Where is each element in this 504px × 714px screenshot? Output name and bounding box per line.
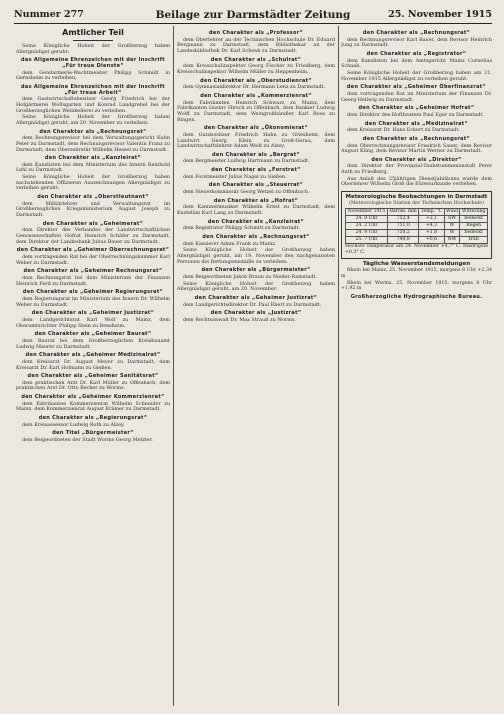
block-text: Seine Königliche Hoheit der Großherzog haben nachstehenden Offizieren Auszeichnungen Allergnädigst zu verleihen geruht: — [16, 174, 170, 192]
block-heading: den Charakter als „Geheimer Oberrechnungsrat“ — [16, 247, 170, 254]
block-heading: den Charakter als „Geheimer Sanitätsrat“ — [27, 373, 159, 380]
weather-cell: +0,6 — [419, 237, 444, 244]
weather-row — [346, 230, 488, 237]
block-heading: den Charakter als „Bergrat“ — [212, 151, 300, 158]
block-text: dem Regierungsrat im Ministerium des Innern Dr. Wilhelm Weber zu Darmstadt. — [16, 295, 170, 308]
block-heading: den Charakter als „Professor“ — [208, 30, 304, 36]
block-text: dem Rechtsanwalt Dr. Max Strauß zu Worms. — [183, 316, 296, 323]
column-2-blocks — [177, 31, 335, 324]
block-text: dem vortragenden Rat im Ministerium der Finanzen Dr. Georg Hellwig zu Darmstadt. — [341, 90, 492, 103]
block-text: dem Oberlehrer an der Technischen Hochschule Dr. Eduard Bergmann zu Darmstadt, dem Bibliothekar an der Landesbibliothek Dr. Karl Schenk zu Darmstadt. — [177, 36, 335, 54]
block-text: Seine Königliche Hoheit der Großherzog haben am 21. November 1915 Allergnädigst zu verleihen geruht: — [341, 69, 492, 82]
weather-box — [341, 191, 492, 258]
weather-table-body — [346, 216, 488, 244]
block-heading: den Charakter als „Oberstudienrat“ — [200, 77, 312, 84]
block-text: dem Landgerichtsrat Karl Wolf zu Mainz, dem Oberamtsrichter Philipp Stein zu Bensheim. — [16, 316, 170, 329]
block-text: dem Direktor des Hoftheaters Paul Eger zu Darmstadt. — [347, 111, 484, 118]
block-heading: den Charakter als „Geheimer Hofrat“ — [358, 105, 475, 112]
weather-title: Meteorologische Beobachtungen in Darmstadt — [345, 194, 488, 201]
block-text: dem Fabrikanten Kommerzienrat Wilhelm Schneider zu Mainz, dem Kommerzienrat August Krämer zu Darmstadt. — [16, 400, 170, 413]
block-text: dem Gutsbesitzer Friedrich Hahn zu Griesheim, dem Landwirt Georg Klein zu Groß-Gerau, dem Landwirtschaftslehrer Adam Weiß zu Alzey. — [177, 131, 335, 150]
block-text: dem Registrator Philipp Schmitt zu Darmstadt. — [183, 225, 301, 232]
weather-cell: 752,4 — [388, 216, 419, 223]
block-heading: den Charakter als „Rechnungsrat“ — [362, 30, 471, 36]
weather-cell: +1,8 — [419, 230, 444, 237]
block-text: dem Kreisarzt Dr. August Meyer zu Darmstadt, dem Kreisarzt Dr. Karl Hofmann zu Gießen. — [16, 358, 170, 371]
block-heading: den Charakter als „Direktor“ — [371, 156, 462, 163]
block-heading: den Charakter als „Geheimerat“ — [42, 220, 144, 227]
block-heading: den Charakter als „Ökonomierat“ — [203, 125, 309, 132]
block-text: dem Landgerichtsdirektor Dr. Paul Ebert zu Darmstadt. — [183, 301, 322, 308]
block-heading: den Charakter als „Kanzleirat“ — [44, 155, 142, 162]
column-2 — [177, 28, 335, 702]
water-level-row: Rhein bei Mainz, 25. November 1915, morgens 8 Uhr +2,34 m — [341, 268, 492, 279]
block-heading: den Charakter als „Geheimer Medizinalrat“ — [25, 352, 161, 359]
block-text: dem Gastwirtschaftsbesitzer Georg Friedrich bei der Hofgärtnerei Wolfsgarten und Konrad Landgrebel bei der Großherzoglichen Weinkellerei zu verleihen. — [16, 96, 170, 114]
block-text: dem Oberrechnungsrevisor Friedrich Sauer, dem Revisor August Kling, dem Revisor Martin Werner zu Darmstadt. — [341, 142, 492, 155]
weather-row — [346, 216, 488, 223]
column-3 — [341, 28, 492, 702]
block-text: Seine Königliche Hoheit der Großherzog haben Allergnädigst geruht, am 20. November: — [177, 280, 335, 293]
block-heading: den Charakter als „Bürgermeister“ — [201, 267, 311, 274]
weather-header-cell: Witterung — [460, 209, 488, 216]
weather-note: Höchste Temperatur am 24. November +4,7° C. Niedrigste +0,3° C. — [345, 244, 488, 255]
block-text: dem Baurat bei dem Großherzoglichen Kreisbauamt Ludwig Maurer zu Darmstadt. — [16, 337, 170, 350]
block-heading: den Charakter als „Geheimer Oberfinanzrat“ — [346, 84, 487, 91]
block-heading: den Charakter als „Kommerzienrat“ — [200, 92, 312, 99]
weather-cell: SW — [444, 216, 460, 223]
block-text: dem Rechnungsrevisor Karl Bauer, dem Revisor Heinrich Jung zu Darmstadt. — [341, 36, 492, 49]
block-text: dem Rechnungsrevisor bei dem Verwaltungsgericht Kuhn Peter zu Darmstadt, dem Rechnungsrevisor Valentin Franz zu Darmstadt, dem Obersekretär Wilhelm Hessel zu Darmstadt. — [16, 135, 170, 153]
block-text: dem Beigeordneten der Stadt Worms Georg Metzler. — [22, 437, 153, 444]
water-footer: Großherzogliche Hydrographische Bureau. — [350, 293, 483, 300]
weather-cell: trüb — [460, 237, 488, 244]
block-text: Seine Königliche Hoheit der Großherzog haben Allergnädigst geruht, am 20. November zu verleihen: — [16, 114, 170, 126]
water-rows — [341, 268, 492, 292]
weather-subtitle: (Meteorologische Station der Technischen Hochschule) — [348, 200, 485, 206]
section-title: Amtlicher Teil — [62, 28, 124, 37]
weather-cell: 751,0 — [388, 223, 419, 230]
weather-cell: bedeckt — [460, 230, 488, 237]
block-heading: den Charakter als „Schulrat“ — [210, 56, 302, 63]
weather-cell: 25. 7 Uhr — [346, 237, 388, 244]
column-divider — [338, 26, 339, 706]
block-text: dem Forstmeister Julius Nagel zu Gießen. — [183, 173, 287, 180]
masthead — [14, 9, 492, 24]
weather-row — [346, 237, 488, 244]
weather-cell: Regen — [460, 223, 488, 230]
block-text: dem Gymnasialdirektor Dr. Hermann Lenz zu Darmstadt. — [183, 84, 326, 91]
block-heading: den Charakter als „Regierungsrat“ — [38, 415, 148, 422]
issue-number: Nummer 277 — [14, 9, 84, 20]
block-text: Aus Anlaß des 25jährigen Dienstjubiläums wurde dem Oberlehrer Wilhelm Groß die Ehrenurkunde verliehen. — [341, 175, 492, 188]
block-text: dem Kammermusiker Wilhelm Ernst zu Darmstadt, dem Kastellan Karl Lang zu Darmstadt. — [177, 204, 335, 217]
block-text: dem Kassierer Adam Frank zu Mainz. — [183, 240, 277, 247]
block-text: dem Kreisassessor Ludwig Roth zu Alzey. — [22, 421, 125, 428]
block-heading: den Charakter als „Geheimer Rechnungsrat“ — [23, 268, 163, 275]
block-heading: den Charakter als „Hofrat“ — [213, 197, 299, 204]
block-text: dem Gendarmerie-Wachtmeister Philipp Schmidt in Gernsheim zu verleihen; — [16, 69, 170, 82]
block-heading: den Charakter als „Rechnungsrat“ — [39, 128, 147, 135]
block-text: dem Direktor der Provinzial-Taubstummenanstalt Peter Auth zu Friedberg. — [341, 163, 492, 176]
newspaper-title: Beilage zur Darmstädter Zeitung — [155, 9, 351, 21]
block-text: dem Steuerkommissär Georg Wetzel zu Offenbach. — [183, 189, 310, 196]
block-text: dem Kanzlisten bei dem Amtsgericht Mainz Cornelius Schaab. — [341, 57, 492, 70]
block-heading: den Charakter als „Geheimer Justizrat“ — [31, 310, 155, 317]
block-heading: den Charakter als „Justizrat“ — [210, 310, 302, 317]
block-heading: den Charakter als „Forstrat“ — [211, 167, 301, 174]
weather-cell: W — [444, 223, 460, 230]
column-1 — [16, 28, 170, 702]
block-text: dem Rechnungsrat bei dem Ministerium der Finanzen Heinrich Ferd zu Darmstadt. — [16, 274, 170, 287]
weather-cell: 24. 9 Uhr — [346, 216, 388, 223]
block-text: dem Direktor des Verbandes der Landwirtschaftlichen Genossenschaften Hofrat Heinrich Schäfer zu Darmstadt, dem Direktor der Landesbank Julius Bauer zu Darmstadt. — [16, 227, 170, 245]
water-title: Tägliche Wasserstandsmeldungen — [362, 260, 471, 267]
block-heading: das Allgemeine Ehrenzeichen mit der Inschrift „Für treue Dienste“ — [21, 57, 165, 69]
block-heading: den Charakter als „Geheimer Justizrat“ — [194, 294, 318, 301]
weather-table — [345, 208, 488, 244]
block-text: dem Bergmeister Ludwig Hartmann zu Darmstadt. — [183, 158, 310, 165]
block-text: dem Militärlehrer und Verwaltungsrat im Großherzoglichen Kriegsministerium August Joseph zu Darmstadt. — [16, 200, 170, 219]
column-3-blocks — [341, 31, 492, 188]
block-heading: den Charakter als „Rechnungsrat“ — [362, 135, 471, 142]
weather-cell: 750,2 — [388, 230, 419, 237]
block-text: dem Beigeordneten Jakob Braun zu Nieder-Ramstadt. — [183, 273, 317, 280]
weather-cell: +2,1 — [419, 216, 444, 223]
weather-cell: NW — [444, 237, 460, 244]
block-text: Seine Königliche Hoheit der Großherzog haben Allergnädigst geruht, am 19. November den nachgenannten Personen die Rettungsmedaille zu verleihen. — [177, 247, 335, 265]
issue-date: 25. November 1915 — [388, 9, 492, 20]
column-divider — [173, 26, 174, 706]
block-text: dem Kanzlisten bei dem Ministerium des Innern Reinhold Lehl zu Darmstadt. — [16, 161, 170, 174]
section-rule — [73, 40, 113, 41]
block-text: dem praktischen Arzt Dr. Karl Müller zu Offenbach, dem praktischen Arzt Dr. Otto Becker zu Worms. — [16, 379, 170, 392]
weather-header-row — [346, 209, 488, 216]
block-heading: den Titel „Bürgermeister“ — [52, 430, 134, 437]
weather-row — [346, 223, 488, 230]
intro-paragraph: Seine Königliche Hoheit der Großherzog haben Allergnädigst geruht: — [16, 43, 170, 55]
block-heading: den Charakter als „Geheimer Baurat“ — [34, 331, 152, 338]
block-heading: den Charakter als „Geheimer Regierungsrat“ — [22, 289, 164, 296]
weather-header-cell: Wind — [446, 209, 459, 215]
weather-header-cell: Barom. mm — [388, 209, 419, 216]
block-heading: das Allgemeine Ehrenzeichen mit der Inschrift „Für treue Arbeit“ — [21, 83, 165, 96]
block-heading: den Charakter als „Steuerrat“ — [208, 182, 304, 189]
weather-cell: 24. 9 Uhr — [346, 230, 388, 237]
weather-cell: bedeckt — [460, 216, 488, 223]
block-text: dem Fabrikanten Heinrich Schwarz zu Mainz, dem Fabrikanten Gustav Hirsch zu Offenbach, dem Bankier Ludwig Wolff zu Darmstadt, dem Weingroßhändler Karl Roos zu Bingen. — [177, 99, 335, 123]
block-text: dem Kreisarzt Dr. Hans Eckert zu Darmstadt. — [347, 127, 460, 134]
block-heading: den Charakter als „Oberstleutnant“ — [37, 194, 149, 201]
block-heading: den Charakter als „Geheimer Kommerzienrat“ — [21, 394, 165, 401]
water-level-row: Rhein bei Worms, 25. November 1915, morgens 8 Uhr +1,92 m — [341, 280, 492, 292]
block-text: dem vortragenden Rat bei der Oberrechnungskammer Karl Weber zu Darmstadt. — [16, 254, 170, 266]
block-heading: den Charakter als „Medizinalrat“ — [364, 120, 469, 127]
weather-cell: 749,8 — [388, 237, 419, 244]
weather-cell: +4,3 — [419, 223, 444, 230]
block-heading: den Charakter als „Kanzleirat“ — [207, 218, 305, 225]
weather-cell: W — [444, 230, 460, 237]
weather-header-cell: November 1915 — [346, 209, 388, 216]
block-text: dem Kreisschulinspektor Georg Fischer zu Friedberg, dem Kreisschulinspektor Wilhelm Müller zu Heppenheim. — [177, 63, 335, 75]
weather-header-cell: Temp. °C — [420, 209, 443, 215]
weather-cell: 24. 2 Uhr — [346, 223, 388, 230]
block-heading: den Charakter als „Rechnungsrat“ — [202, 234, 310, 241]
block-heading: den Charakter als „Registrator“ — [366, 50, 467, 57]
column-1-blocks — [16, 58, 170, 443]
